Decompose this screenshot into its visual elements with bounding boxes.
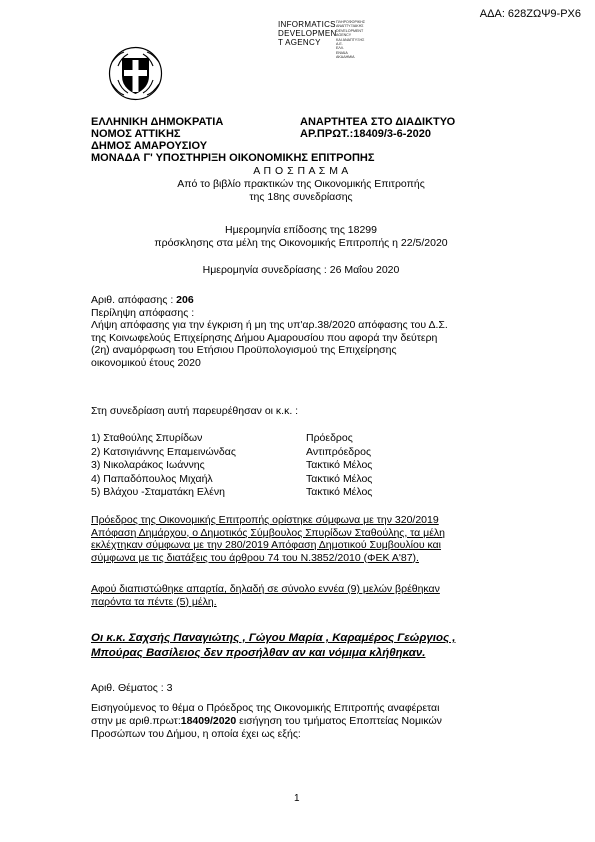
summary-line: οικονομικού έτους 2020 [91, 356, 201, 369]
member-role: Τακτικό Μέλος [306, 472, 373, 485]
publish-online-label: ΑΝΑΡΤΗΤΕΑ ΣΤΟ ΔΙΑΔΙΚΤΥΟ [300, 116, 456, 128]
page-number: 1 [294, 793, 300, 804]
member-role: Τακτικό Μέλος [306, 459, 373, 471]
member-role: Πρόεδρος [306, 432, 353, 444]
protocol-number: ΑΡ.ΠΡΩΤ.:18409/3-6-2020 [300, 128, 431, 140]
greek-emblem-icon [108, 46, 163, 101]
summary-line: (2η) αναμόρφωση του Ετήσιου Προϋπολογισμού της Επιχείρησης [91, 344, 397, 356]
member-name: 2) Κατσιγιάννης Επαμεινώνδας [91, 445, 236, 458]
delivery-line: Ημερομηνία επίδοσης της 18299 [225, 224, 377, 236]
member-role: Τακτικό Μέλος [306, 486, 373, 498]
extract-title: Α Π Ο Σ Π Α Σ Μ Α [253, 165, 349, 177]
logo-small-text: ΠΛΗΡΟΦΟΡΙΚΗΣ ΑΝΑΠΤΥΞΙΑΚΗΣ DEVELOPMENT AGENCY ΚΑΙ ΑΝΑΠΤΥΞΗΣ Α.Ε. ΕΛΛ. ΕΝΙΑΙΑ ΑΚΑΔΗΜΙΑ [336, 20, 366, 60]
topic-number: Αριθ. Θέματος : 3 [91, 682, 173, 694]
decision-number-label: Αριθ. απόφασης : [91, 294, 174, 306]
unit-label: ΜΟΝΑΔΑ Γ' ΥΠΟΣΤΗΡΙΞΗ ΟΙΚΟΝΟΜΙΚΗΣ ΕΠΙΤΡΟΠΗΣ [91, 152, 375, 164]
member-role: Αντιπρόεδρος [306, 445, 371, 458]
header-left [91, 116, 223, 152]
logo-line: DEVELOPMEN [278, 29, 337, 38]
present-intro: Στη συνεδρίαση αυτή παρευρέθησαν οι κ.κ. : [91, 405, 299, 417]
municipality-label: ΔΗΜΟΣ ΑΜΑΡΟΥΣΙΟΥ [91, 140, 208, 152]
summary-line: Λήψη απόφασης για την έγκριση ή μη της υπ'αρ.38/2020 απόφασης του Δ.Σ. [91, 319, 448, 331]
summary-label: Περίληψη απόφασης : [91, 306, 195, 319]
ida-logo [278, 20, 366, 60]
decision-block [91, 294, 511, 369]
ada-code: ΑΔΑ: 628ΖΩΨ9-ΡΧ6 [479, 8, 581, 20]
meeting-date: Ημερομηνία συνεδρίασης : 26 Μαΐου 2020 [202, 264, 400, 276]
decision-number: 206 [176, 294, 194, 306]
member-name: 1) Σταθούλης Σπυρίδων [91, 432, 203, 444]
quorum-paragraph: Αφού διαπιστώθηκε απαρτία, δηλαδή σε σύνολο εννέα (9) μελών βρέθηκαν παρόντα τα πέντε (5) μέλη. [91, 583, 440, 608]
extract-line: Από το βιβλίο πρακτικών της Οικονομικής Επιτροπής [177, 178, 425, 190]
logo-line: INFORMATICS [278, 20, 336, 29]
member-name: 5) Βλάχου -Σταματάκη Ελένη [91, 486, 225, 498]
member-name: 3) Νικολαράκος Ιωάννης [91, 459, 205, 471]
header-right [300, 116, 455, 140]
absent-paragraph: Οι κ.κ. Σαχσής Παναγιώτης , Γώγου Μαρία , Καραμέρος Γεώργιος , Μπούρας Βασίλειος δεν προσήλθαν αν και νόμιμα κλήθηκαν. [91, 632, 456, 659]
intro-paragraph: Εισηγούμενος το θέμα ο Πρόεδρος της Οικονομικής Επιτροπής αναφέρεται στην με αριθ.πρωτ:18409/2020 εισήγηση του τμήματος Εποπτείας Νομικών Προσώπων του Δήμου, η οποία έχει ως εξής: [91, 702, 442, 740]
extract-line: της 18ης συνεδρίασης [249, 191, 353, 203]
proposal-ref: 18409/2020 [180, 715, 237, 727]
members-list [91, 432, 511, 502]
member-name: 4) Παπαδόπουλος Μιχαήλ [91, 472, 213, 485]
extract-block [91, 165, 511, 204]
chair-paragraph: Πρόεδρος της Οικονομικής Επιτροπής ορίστηκε σύμφωνα με την 320/2019 Απόφαση Δημάρχου, ο Δημοτικός Σύμβουλος Σπυρίδων Σταθούλης, τα μέλη εκλέχτηκαν σύμφωνα με την 280/2019 Απόφαση Δημοτικού Συμβουλίου και σύμφωνα με τις διατάξεις του άρθρου 74 του Ν.3852/2010 (ΦΕΚ Α'87). [91, 514, 445, 564]
republic-label: ΕΛΛΗΝΙΚΗ ΔΗΜΟΚΡΑΤΙΑ [91, 116, 224, 128]
summary-line: της Κοινωφελούς Επιχείρησης Δήμου Αμαρουσίου που αφορά την δεύτερη [91, 331, 438, 344]
prefecture-label: ΝΟΜΟΣ ΑΤΤΙΚΗΣ [91, 128, 181, 140]
logo-line: T AGENCY [278, 38, 321, 47]
delivery-line: πρόσκλησης στα μέλη της Οικονομικής Επιτροπής η 22/5/2020 [154, 237, 448, 249]
delivery-block [91, 224, 511, 250]
